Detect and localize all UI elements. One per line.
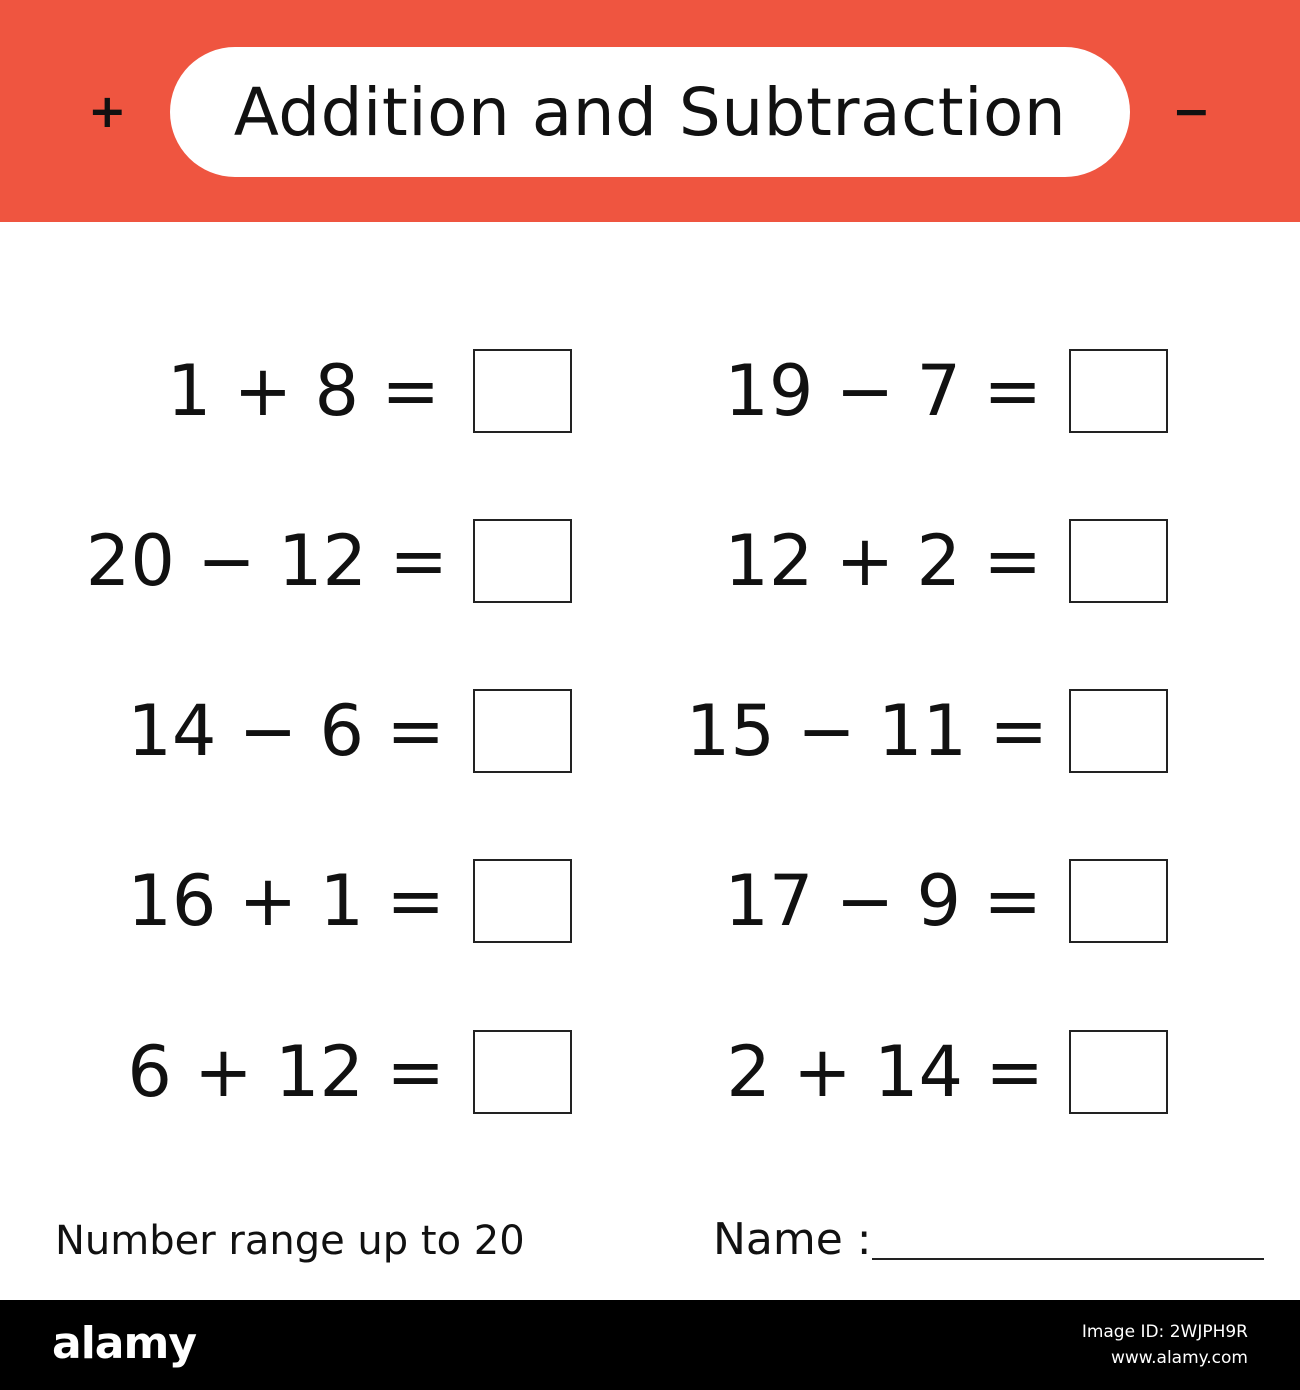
problem-5 [60, 1030, 445, 1114]
problem-9 [660, 859, 1042, 943]
watermark-info [1082, 1320, 1248, 1371]
answer-box[interactable] [473, 349, 572, 433]
number-range-label: Number range up to 20 [55, 1218, 525, 1264]
problem-expression: 20 − 12 = [85, 520, 448, 602]
title-pill [170, 47, 1130, 177]
problem-10 [660, 1030, 1044, 1114]
problem-expression: 14 − 6 = [127, 690, 445, 772]
problem-2 [60, 519, 448, 603]
watermark-bar [0, 1300, 1300, 1390]
answer-box[interactable] [1069, 349, 1168, 433]
watermark-logo: alamy [52, 1318, 196, 1369]
problem-expression: 1 + 8 = [166, 350, 440, 432]
image-id-text: Image ID: 2WJPH9R [1081, 1322, 1248, 1342]
answer-box[interactable] [473, 519, 572, 603]
problem-7 [660, 519, 1042, 603]
problem-expression: 2 + 14 = [726, 1031, 1044, 1113]
problem-8 [660, 689, 1048, 773]
page-title: Addition and Subtraction [233, 73, 1067, 151]
site-url-text: www.alamy.com [1110, 1347, 1248, 1368]
problem-expression: 15 − 11 = [685, 690, 1048, 772]
problem-expression: 6 + 12 = [127, 1031, 445, 1113]
answer-box[interactable] [1069, 859, 1168, 943]
name-label: Name : [713, 1214, 872, 1265]
problem-expression: 12 + 2 = [724, 520, 1042, 602]
answer-box[interactable] [473, 859, 572, 943]
answer-box[interactable] [1069, 519, 1168, 603]
answer-box[interactable] [1069, 1030, 1168, 1114]
minus-sign-icon: − [1172, 84, 1211, 138]
problem-expression: 16 + 1 = [127, 860, 445, 942]
problem-4 [60, 859, 445, 943]
answer-box[interactable] [473, 1030, 572, 1114]
answer-box[interactable] [473, 689, 572, 773]
problem-6 [660, 349, 1042, 433]
problem-expression: 19 − 7 = [724, 350, 1042, 432]
answer-box[interactable] [1069, 689, 1168, 773]
plus-sign-icon: + [88, 84, 127, 138]
problem-3 [60, 689, 445, 773]
header-banner [0, 0, 1300, 222]
problem-expression: 17 − 9 = [724, 860, 1042, 942]
name-field[interactable] [872, 1258, 1264, 1260]
problem-1 [60, 349, 440, 433]
